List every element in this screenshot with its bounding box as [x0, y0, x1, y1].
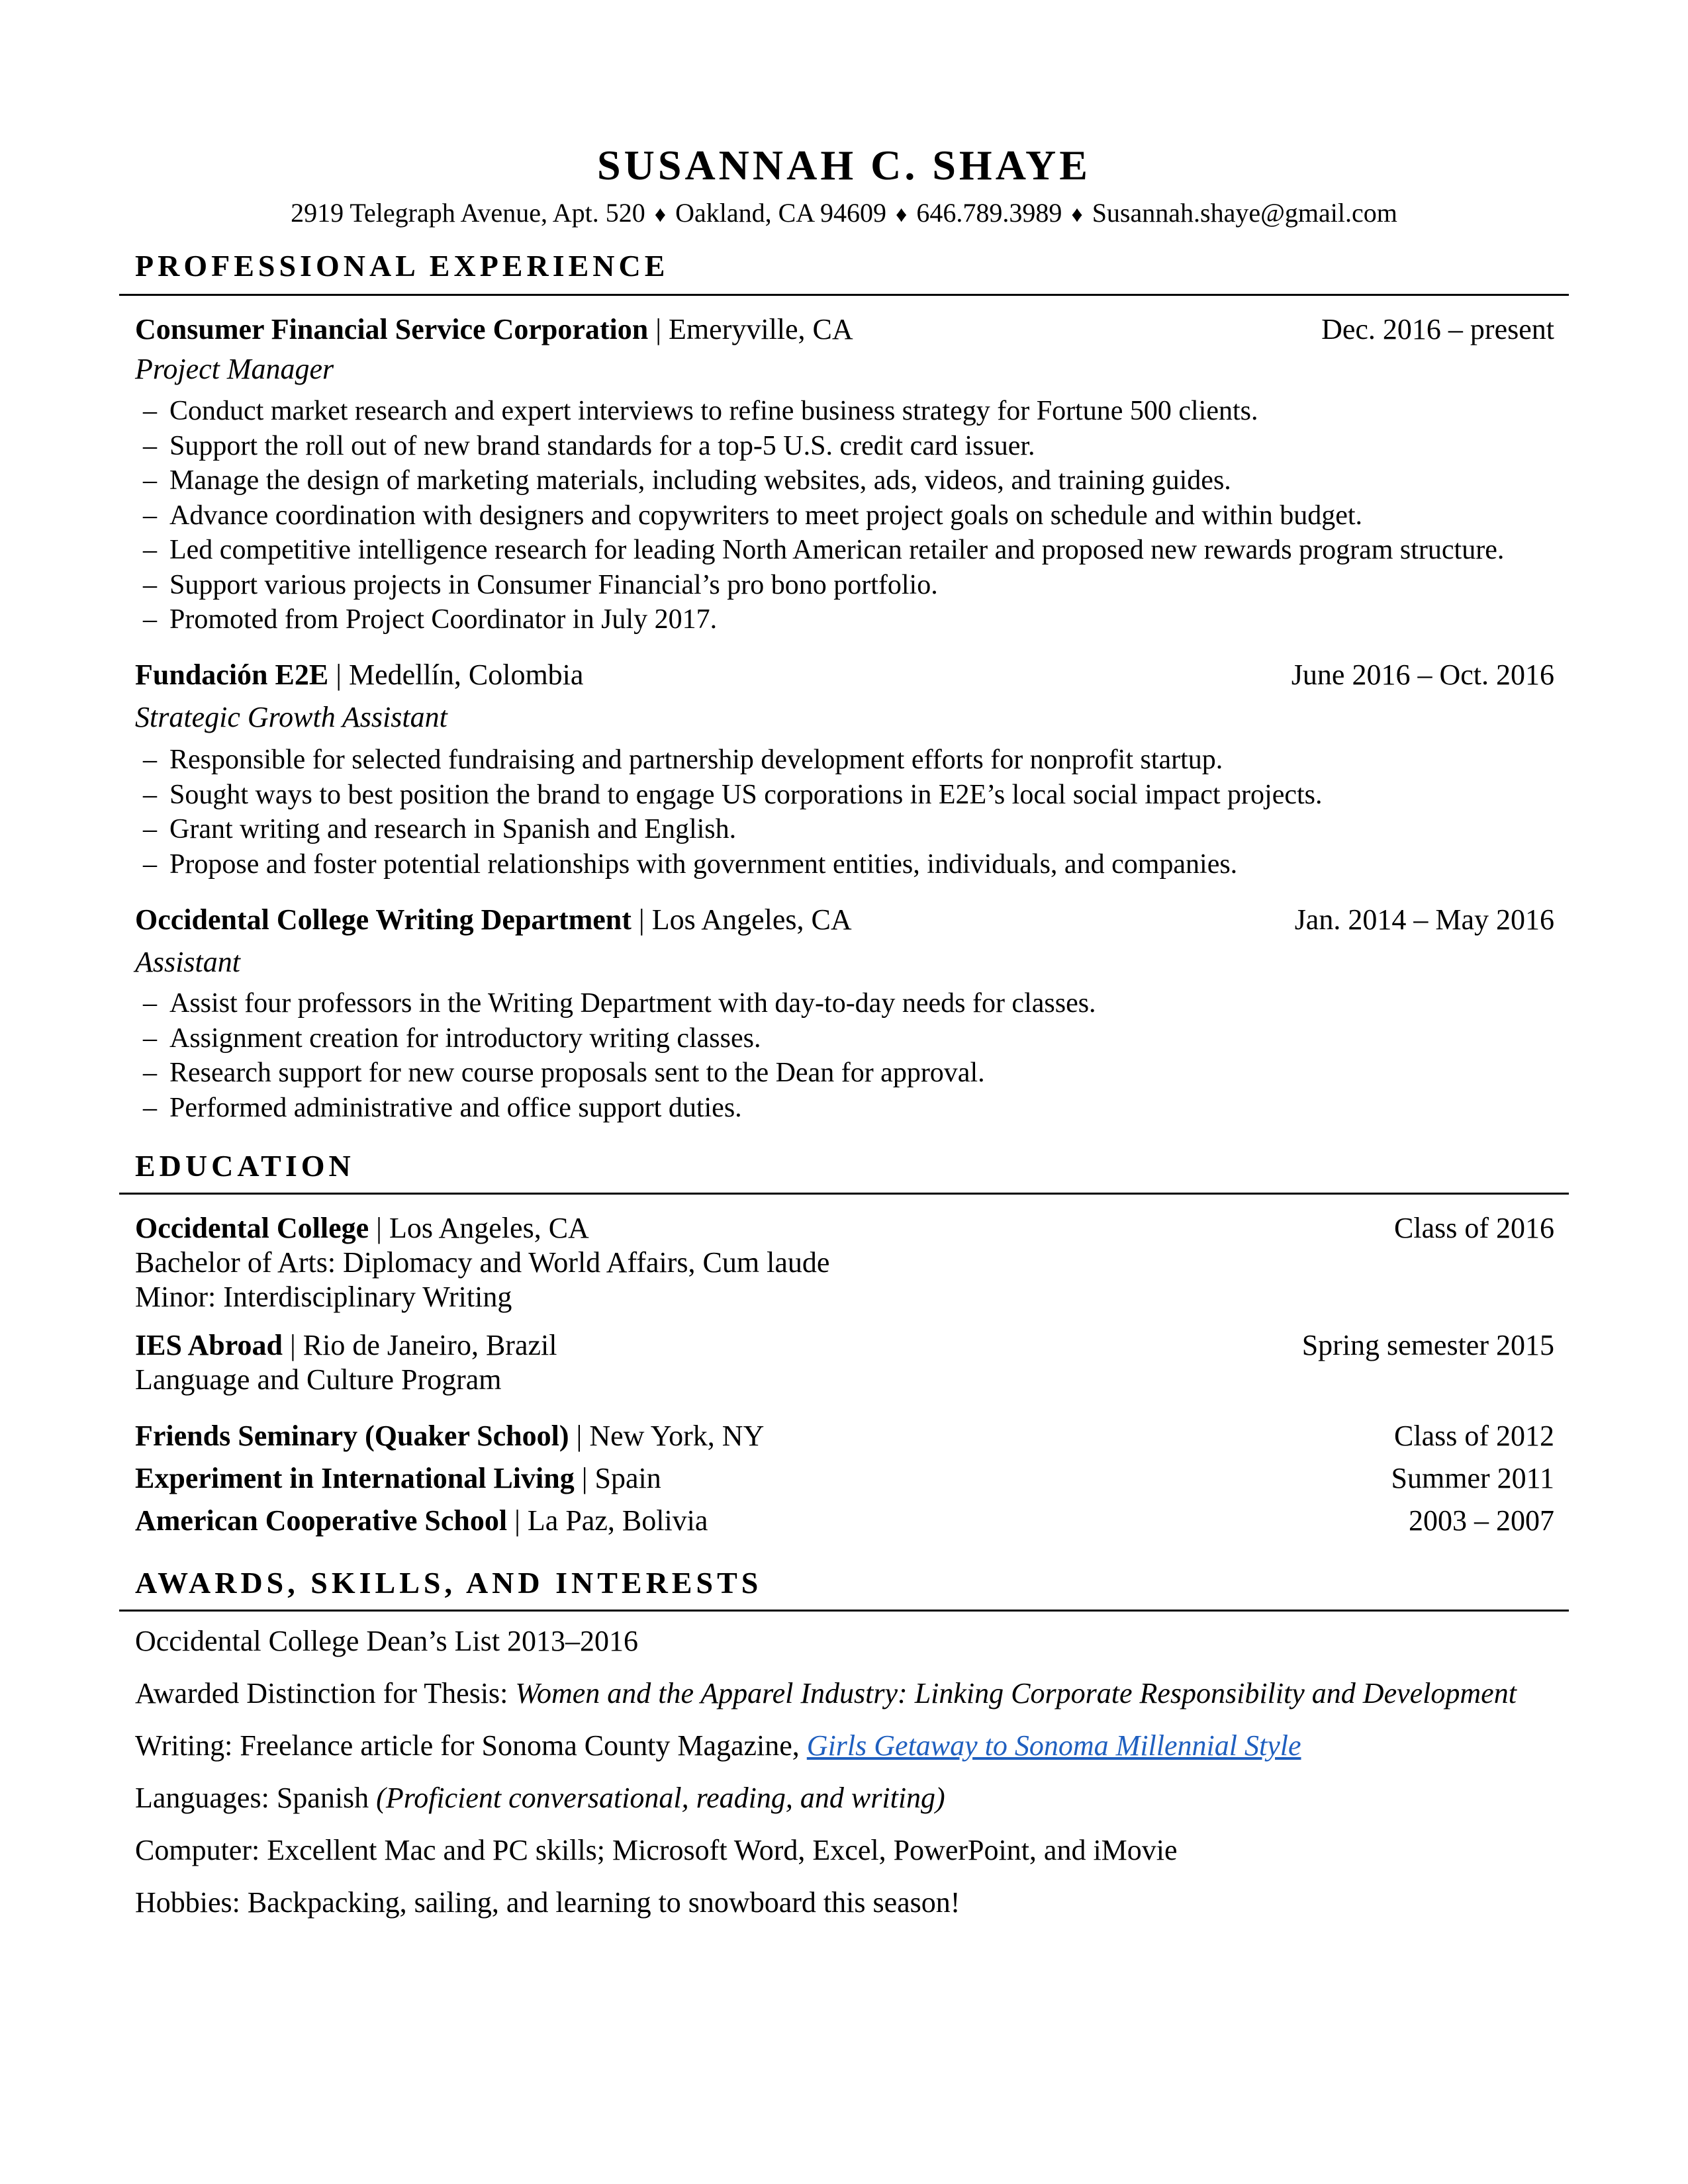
program-line: Language and Culture Program — [135, 1363, 502, 1396]
school-name: Occidental College — [135, 1212, 369, 1244]
section-heading-awards: AWARDS, SKILLS, AND INTERESTS — [135, 1566, 763, 1600]
job-header — [135, 901, 1554, 938]
job-dates: Dec. 2016 – present — [1321, 313, 1554, 345]
list-item: – Research support for new course proposals sent to the Dean for approval. — [143, 1058, 985, 1088]
diamond-separator-icon: ♦ — [895, 203, 908, 227]
employer-name: Occidental College Writing Department — [135, 903, 632, 936]
job-title: Project Manager — [135, 353, 334, 385]
list-item: – Led competitive intelligence research for leading North American retailer and proposed new rewards program structure. — [143, 535, 1505, 565]
section-heading-experience: PROFESSIONAL EXPERIENCE — [135, 249, 669, 283]
article-link[interactable]: Girls Getaway to Sonoma Millennial Style — [806, 1729, 1301, 1762]
list-item: – Assist four professors in the Writing Department with day-to-day needs for classes. — [143, 988, 1096, 1019]
job-title: Assistant — [135, 946, 240, 978]
school-dates: Summer 2011 — [1391, 1462, 1554, 1494]
list-item: Awarded Distinction for Thesis: Women and the Apparel Industry: Linking Corporate Responsibility and Development — [135, 1677, 1517, 1709]
list-item: – Grant writing and research in Spanish and English. — [143, 814, 737, 844]
list-item: – Sought ways to best position the brand to engage US corporations in E2E’s local social impact projects. — [143, 779, 1323, 810]
section-divider — [119, 1610, 1569, 1612]
list-item: – Support various projects in Consumer Financial’s pro bono portfolio. — [143, 569, 938, 600]
city: Oakland, CA 94609 — [675, 198, 886, 228]
list-item: – Responsible for selected fundraising and partnership development efforts for nonprofit startup. — [143, 745, 1223, 775]
job-dates: June 2016 – Oct. 2016 — [1291, 659, 1554, 691]
email: Susannah.shaye@gmail.com — [1092, 198, 1397, 228]
job-title: Strategic Growth Assistant — [135, 701, 447, 733]
list-item: – Performed administrative and office support duties. — [143, 1092, 742, 1123]
list-item: – Promoted from Project Coordinator in July 2017. — [143, 604, 718, 635]
school-header — [135, 1327, 1554, 1364]
school-name: Friends Seminary (Quaker School) — [135, 1420, 569, 1452]
school-header — [135, 1210, 1554, 1247]
list-item: – Conduct market research and expert interviews to refine business strategy for Fortune 500 clients. — [143, 396, 1258, 426]
school-header — [135, 1460, 1554, 1497]
school-location: | La Paz, Bolivia — [507, 1504, 708, 1537]
employer-name: Consumer Financial Service Corporation — [135, 313, 649, 345]
list-item: Occidental College Dean’s List 2013–2016 — [135, 1625, 639, 1657]
school-dates: Class of 2012 — [1394, 1420, 1554, 1452]
list-item: – Support the roll out of new brand standards for a top-5 U.S. credit card issuer. — [143, 430, 1035, 461]
section-divider — [119, 294, 1569, 296]
school-location: | Spain — [574, 1462, 661, 1494]
language-proficiency: (Proficient conversational, reading, and writing) — [376, 1782, 945, 1814]
list-item: – Propose and foster potential relationships with government entities, individuals, and companies. — [143, 848, 1238, 880]
list-item: Languages: Spanish (Proficient conversational, reading, and writing) — [135, 1782, 945, 1814]
job-bullets — [143, 743, 1323, 882]
school-name: American Cooperative School — [135, 1504, 508, 1537]
phone: 646.789.3989 — [916, 198, 1062, 228]
school-dates: Class of 2016 — [1394, 1212, 1554, 1244]
list-item: Writing: Freelance article for Sonoma County Magazine, Girls Getaway to Sonoma Millennial Style — [135, 1729, 1301, 1762]
school-dates: Spring semester 2015 — [1301, 1329, 1554, 1361]
school-header — [135, 1418, 1554, 1455]
school-name: Experiment in International Living — [135, 1462, 575, 1494]
diamond-separator-icon: ♦ — [654, 203, 667, 227]
list-item: – Manage the design of marketing materials, including websites, ads, videos, and training guides. — [143, 465, 1231, 496]
degree-line: Bachelor of Arts: Diplomacy and World Affairs, Cum laude — [135, 1246, 830, 1279]
section-heading-education: EDUCATION — [135, 1149, 355, 1183]
job-header — [135, 657, 1554, 694]
school-name: IES Abroad — [135, 1329, 283, 1361]
address: 2919 Telegraph Avenue, Apt. 520 — [291, 198, 645, 228]
job-bullets — [143, 986, 1096, 1125]
employer-name: Fundación E2E — [135, 659, 329, 691]
school-header — [135, 1502, 1554, 1539]
job-dates: Jan. 2014 – May 2016 — [1294, 903, 1554, 936]
school-location: | New York, NY — [569, 1420, 765, 1452]
school-dates: 2003 – 2007 — [1409, 1504, 1554, 1537]
employer-location: | Emeryville, CA — [648, 313, 853, 345]
list-item: – Advance coordination with designers and copywriters to meet project goals on schedule and within budget. — [143, 500, 1363, 531]
school-location: | Los Angeles, CA — [369, 1212, 589, 1244]
job-header — [135, 311, 1554, 348]
job-bullets — [143, 394, 1504, 637]
section-divider — [119, 1193, 1569, 1195]
school-location: | Rio de Janeiro, Brazil — [282, 1329, 557, 1361]
contact-line — [0, 196, 1688, 232]
minor-line: Minor: Interdisciplinary Writing — [135, 1281, 512, 1313]
employer-location: | Los Angeles, CA — [631, 903, 852, 936]
list-item: – Assignment creation for introductory writing classes. — [143, 1023, 761, 1054]
diamond-separator-icon: ♦ — [1071, 203, 1083, 227]
list-item: Hobbies: Backpacking, sailing, and learning to snowboard this season! — [135, 1886, 961, 1919]
awards-list — [135, 1623, 1517, 1936]
employer-location: | Medellín, Colombia — [328, 659, 584, 691]
resume-name: SUSANNAH C. SHAYE — [597, 142, 1091, 189]
thesis-title: Women and the Apparel Industry: Linking Corporate Responsibility and Development — [515, 1677, 1517, 1709]
list-item: Computer: Excellent Mac and PC skills; Microsoft Word, Excel, PowerPoint, and iMovie — [135, 1834, 1178, 1866]
